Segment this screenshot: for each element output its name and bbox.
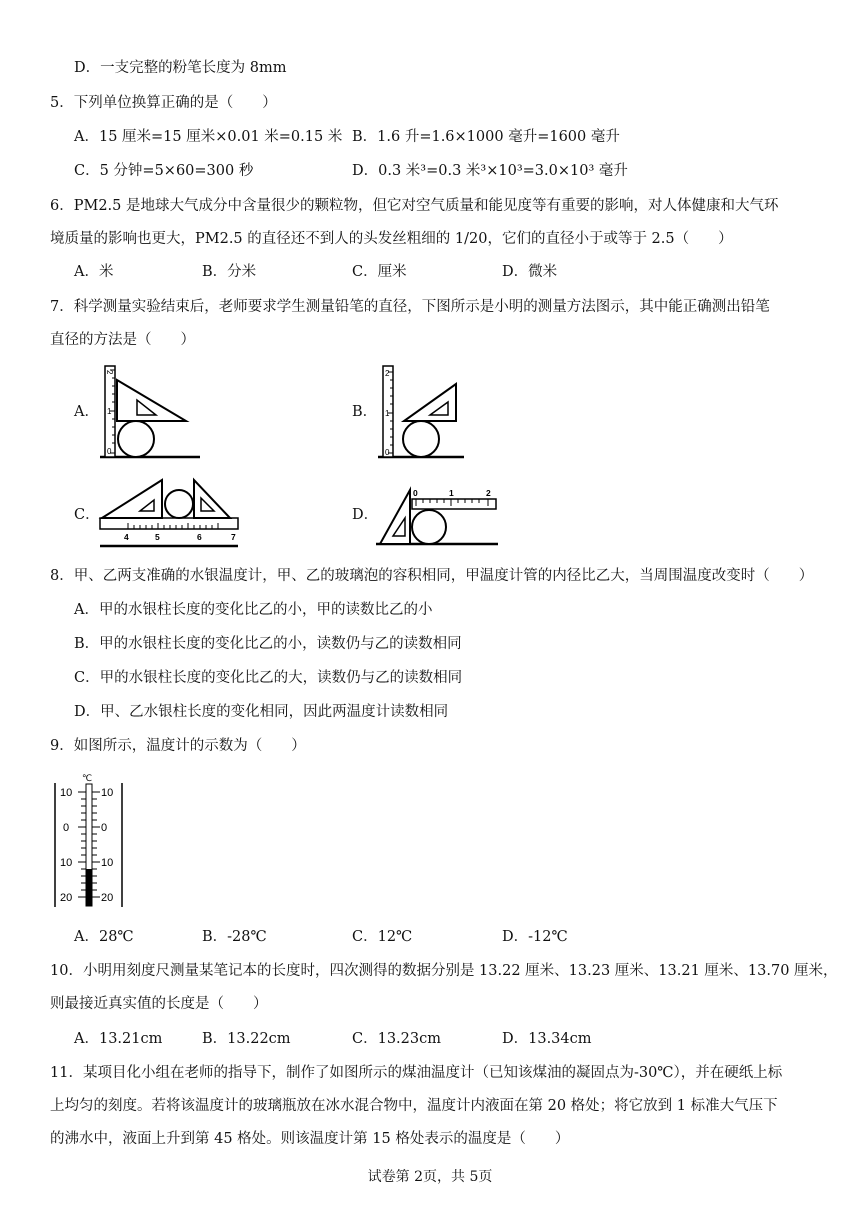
q5-option-c: C．5 分钟=5×60=300 秒	[74, 163, 254, 179]
q5-option-a: A．15 厘米=15 厘米×0.01 米=0.15 米	[74, 129, 343, 145]
q10-option-a: A．13.21cm	[74, 1031, 163, 1047]
page-footer: 试卷第 2页，共 5页	[367, 1169, 493, 1185]
q7d-tick-1: 1	[449, 488, 454, 498]
q7-label-a: A．	[74, 404, 99, 420]
q9-left-scale-20: 20	[60, 892, 73, 904]
q7-figure-c	[98, 476, 242, 548]
q5-option-d: D．0.3 米³=0.3 米³×10³=3.0×10³ 毫升	[352, 163, 628, 179]
q11-stem-line3: 的沸水中，液面上升到第 45 格处。则该温度计第 15 格处表示的温度是（ ）	[50, 1131, 570, 1147]
q9-right-scale-10-bottom: 10	[101, 857, 114, 869]
q9-option-d: D．-12℃	[502, 929, 568, 945]
q7a-tick-1: 1	[107, 407, 112, 416]
q10-stem-line1: 10．小明用刻度尺测量某笔记本的长度时，四次测得的数据分别是 13.22 厘米、13.23 厘米、13.21 厘米、13.70 厘米，	[50, 963, 838, 979]
q10-option-b: B．13.22cm	[202, 1031, 291, 1047]
q7-label-d: D．	[352, 507, 379, 523]
q9-left-scale-10-top: 10	[60, 787, 73, 799]
q7c-tick-6: 6	[197, 532, 202, 542]
q7d-tick-2: 2	[486, 488, 491, 498]
q9-thermometer-figure	[52, 772, 128, 910]
q7-stem-line2: 直径的方法是（ ）	[50, 332, 195, 348]
q6-stem-line2: 境质量的影响也更大，PM2.5 的直径还不到人的头发丝粗细的 1/20，它们的直径小于或等于 2.5（ ）	[50, 231, 733, 247]
q10-stem-line2: 则最接近真实值的长度是（ ）	[50, 996, 268, 1012]
q9-mercury-column	[86, 869, 92, 906]
q7a-tick-0: 0	[107, 447, 112, 456]
q7b-tick-0: 0	[385, 448, 390, 457]
q7-label-b: B．	[352, 404, 378, 420]
q8-option-b: B．甲的水银柱长度的变化比乙的小，读数仍与乙的读数相同	[74, 636, 462, 652]
q9-option-a: A．28℃	[74, 929, 134, 945]
q7c-tick-4: 4	[124, 532, 129, 542]
q8-option-c: C．甲的水银柱长度的变化比乙的大，读数仍与乙的读数相同	[74, 670, 463, 686]
q9-left-scale-0: 0	[63, 822, 70, 834]
q5-option-b: B．1.6 升=1.6×1000 毫升=1600 毫升	[352, 129, 620, 145]
q6-option-c: C．厘米	[352, 264, 407, 280]
q7-stem-line1: 7．科学测量实验结束后，老师要求学生测量铅笔的直径，下图所示是小明的测量方法图示，其中能正确测出铅笔	[50, 299, 770, 315]
q9-right-scale-10-top: 10	[101, 787, 114, 799]
q8-stem: 8．甲、乙两支准确的水银温度计，甲、乙的玻璃泡的容积相同，甲温度计管的内径比乙大，当周围温度改变时（ ）	[50, 568, 814, 584]
q6-option-a: A．米	[74, 264, 114, 280]
q11-stem-line1: 11．某项目化小组在老师的指导下，制作了如图所示的煤油温度计（已知该煤油的凝固点为-30℃），并在硬纸上标	[50, 1065, 783, 1081]
q9-option-b: B．-28℃	[202, 929, 267, 945]
q5-stem: 5．下列单位换算正确的是（ ）	[50, 95, 277, 111]
q9-right-scale-0: 0	[101, 822, 108, 834]
q7c-tick-7: 7	[231, 532, 236, 542]
q6-option-b: B．分米	[202, 264, 257, 280]
q6-stem-line1: 6．PM2.5 是地球大气成分中含量很少的颗粒物，但它对空气质量和能见度等有重要的影响，对人体健康和大气环	[50, 198, 779, 214]
q10-option-d: D．13.34cm	[502, 1031, 592, 1047]
q7-figure-b	[376, 364, 466, 460]
q7b-tick-1: 1	[385, 409, 390, 418]
q7d-tick-0: 0	[413, 488, 418, 498]
q9-right-scale-20: 20	[101, 892, 114, 904]
q11-stem-line2: 上均匀的刻度。若将该温度计的玻璃瓶放在冰水混合物中，温度计内液面在第 20 格处；将它放到 1 标准大气压下	[50, 1098, 778, 1114]
q8-option-d: D．甲、乙水银柱长度的变化相同，因此两温度计读数相同	[74, 704, 449, 720]
q7-figure-d	[374, 484, 500, 546]
q10-option-c: C．13.23cm	[352, 1031, 441, 1047]
q7a-tick-2: 2	[105, 370, 114, 375]
q9-option-c: C．12℃	[352, 929, 413, 945]
q9-left-scale-10-bottom: 10	[60, 857, 73, 869]
q8-option-a: A．甲的水银柱长度的变化比乙的小，甲的读数比乙的小	[74, 602, 433, 618]
q9-unit-label: ℃	[82, 773, 93, 783]
q7-figure-a	[96, 364, 202, 460]
q4-option-d: D．一支完整的粉笔长度为 8mm	[74, 60, 287, 76]
q7c-tick-5: 5	[155, 532, 160, 542]
q9-stem: 9．如图所示，温度计的示数为（ ）	[50, 738, 306, 754]
q7-label-c: C．	[74, 507, 100, 523]
q6-option-d: D．微米	[502, 264, 558, 280]
q7b-tick-2: 2	[385, 369, 390, 378]
